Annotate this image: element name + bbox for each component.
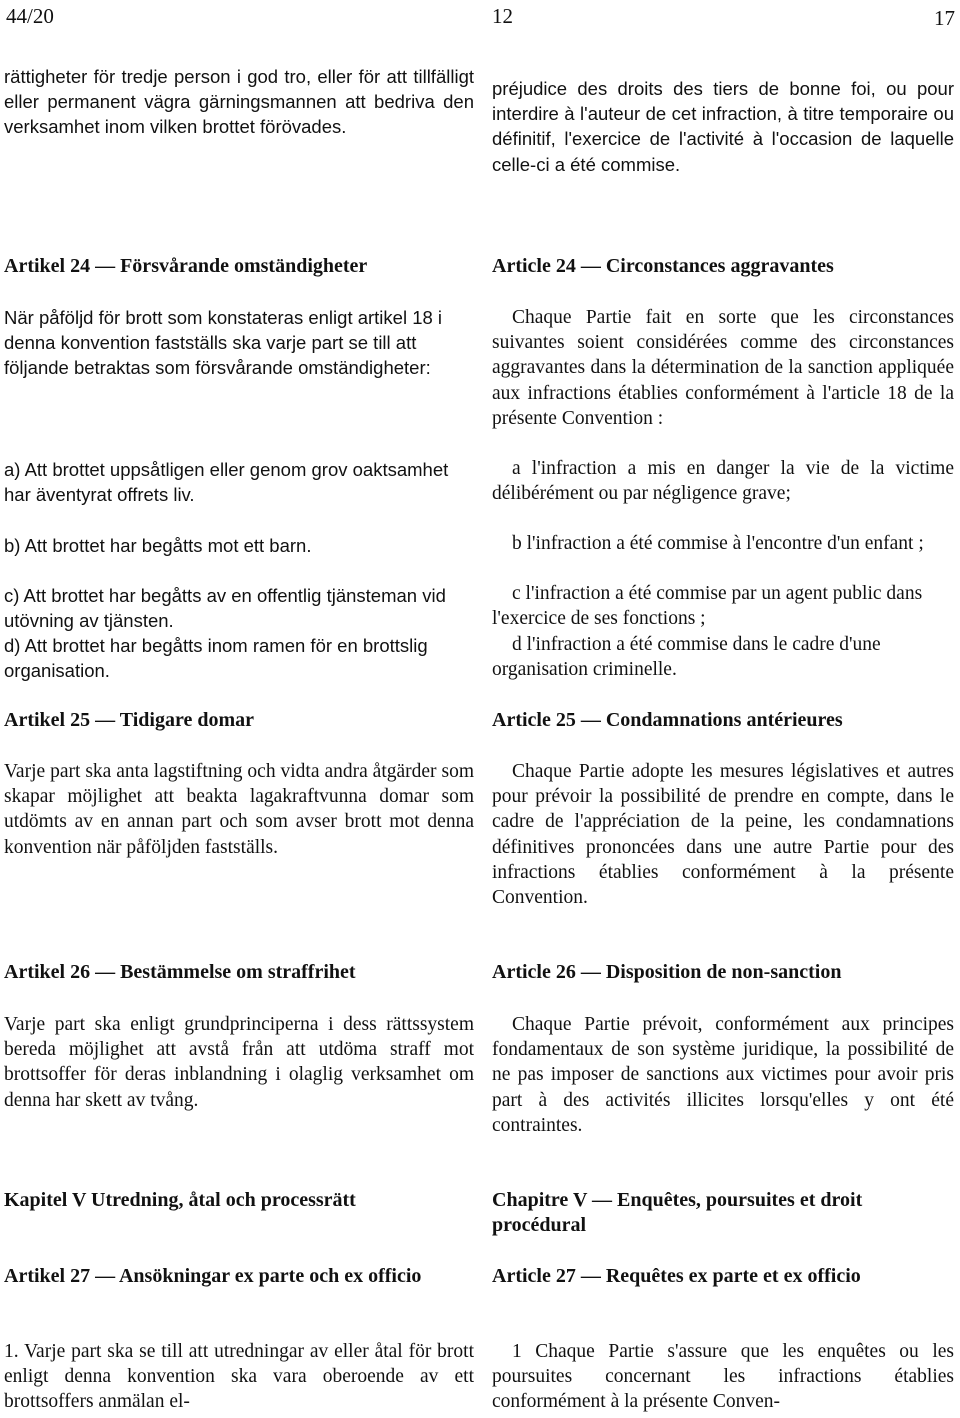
- sv-intro-paragraph: rättigheter för tredje person i god tro, eller för att tillfälligt eller permanent vägra gärningsmannen att bedriva den verksamhet inom vilken brottet förövades.: [4, 66, 474, 138]
- sv-article-24-title: Artikel 24 — Försvårande omständigheter: [4, 255, 368, 277]
- page-number-left: 44/20: [6, 4, 54, 28]
- sv-article-26-text: Varje part ska enligt grundprinciperna i dess rättssystem bereda möjlighet att avstå från att utdöma straff mot brottsoffer för deras inblandning i olaglig verksamhet om denna har skett av tvång.: [4, 1014, 474, 1111]
- sv-article-27-title: Artikel 27 — Ansökningar ex parte och ex officio: [4, 1265, 422, 1287]
- sv-article-26-title: Artikel 26 — Bestämmelse om straffrihet: [4, 961, 356, 983]
- sv-article-27-text: 1. Varje part ska se till att utredningar av eller åtal för brott enligt denna konvention ska vara oberoende av ett brottsoffers anmälan el-: [4, 1341, 474, 1413]
- fr-chapter-5-title: Chapitre V — Enquêtes, poursuites et droit procédural: [492, 1189, 863, 1237]
- sv-article-24-item-d: d) Att brottet har begåtts inom ramen för en brottslig organisation.: [4, 635, 428, 682]
- fr-article-26-title: Article 26 — Disposition de non-sanction: [492, 961, 842, 983]
- fr-article-24-text: Chaque Partie fait en sorte que les circonstances suivantes soient considérées comme des circonstances aggravantes dans la détermination de la sanction appliquée aux infractions établies conformément à l'article 18 de la présente Convention :: [492, 307, 954, 429]
- sv-article-24-item-b: b) Att brottet har begåtts mot ett barn.: [4, 535, 312, 556]
- fr-article-27-text: 1 Chaque Partie s'assure que les enquêtes ou les poursuites concernant les infractions établies conformément à la présente Conven-: [492, 1341, 954, 1413]
- page-number-center: 12: [492, 4, 513, 28]
- fr-article-24-item-d: d l'infraction a été commise dans le cadre d'une organisation criminelle.: [492, 634, 881, 681]
- fr-article-24-title: Article 24 — Circonstances aggravantes: [492, 255, 834, 277]
- fr-article-27-title: Article 27 — Requêtes ex parte et ex officio: [492, 1265, 861, 1287]
- fr-intro-paragraph: préjudice des droits des tiers de bonne foi, ou pour interdire à l'auteur de cet infraction, à titre temporaire ou définitif, l'exercice de l'activité à l'occasion de laquelle celle-ci a été commise.: [492, 78, 954, 175]
- sv-article-24-text: När påföljd för brott som konstateras enligt artikel 18 i denna konvention fastställs ska varje part se till att följande betraktas som försvårande omständigheter:: [4, 307, 443, 379]
- sv-article-25-title: Artikel 25 — Tidigare domar: [4, 709, 254, 731]
- fr-article-24-item-b: b l'infraction a été commise à l'encontre d'un enfant ;: [512, 533, 924, 554]
- sv-chapter-5-title: Kapitel V Utredning, åtal och processrätt: [4, 1189, 356, 1211]
- fr-article-26-text: Chaque Partie prévoit, conformément aux principes fondamentaux de son système juridique, la possibilité de ne pas imposer de sanctions aux victimes pour avoir pris part à des activités illicites lorsqu'elles y ont été contraintes.: [492, 1014, 954, 1136]
- page-number-right: 17: [934, 6, 955, 30]
- fr-article-24-item-a: a l'infraction a mis en danger la vie de la victime délibérément ou par négligence grave;: [492, 458, 954, 505]
- fr-article-25-title: Article 25 — Condamnations antérieures: [492, 709, 843, 731]
- fr-article-24-item-c: c l'infraction a été commise par un agent public dans l'exercice de ses fonctions ;: [492, 583, 923, 630]
- sv-article-24-item-c: c) Att brottet har begåtts av en offentlig tjänsteman vid utövning av tjänsten.: [4, 585, 446, 632]
- sv-article-25-text: Varje part ska anta lagstiftning och vidta andra åtgärder som skapar möjlighet att beakta lagakraftvunna domar som utdömts av en annan part och som avser brott mot denna konvention när påföljden fastställs.: [4, 761, 474, 858]
- sv-article-24-item-a: a) Att brottet uppsåtligen eller genom grov oaktsamhet har äventyrat offrets liv.: [4, 459, 449, 506]
- fr-article-25-text: Chaque Partie adopte les mesures législatives et autres pour prévoir la possibilité de prendre en compte, dans le cadre de l'appréciation de la peine, les condamnations définitives prononcées dans une autre Partie pour des infractions établies conformément à la présente Convention.: [492, 761, 954, 909]
